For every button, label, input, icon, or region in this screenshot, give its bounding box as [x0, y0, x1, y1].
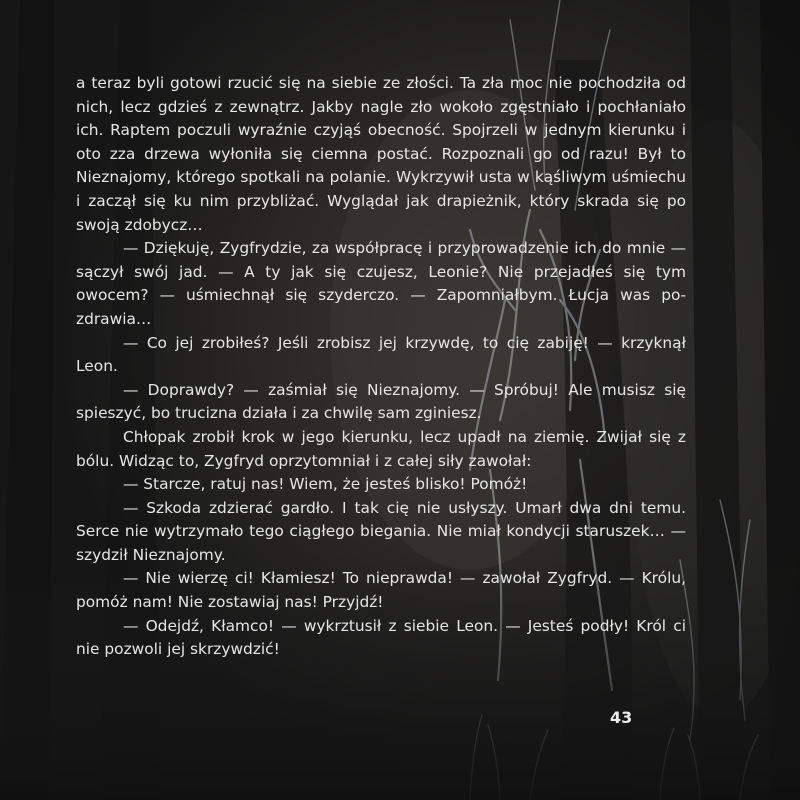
paragraph: a teraz byli gotowi rzucić się na siebie ze złości. Ta zła moc nie pochodziła od nich, lecz gdzieś z zewnątrz. Jakby nagle zło wokoło zgęstniało i pochłaniało ich. Raptem poczuli wyraźnie czyjąś obecność. Spojrzeli w jednym kierunku i oto zza drzewa wyłoniła się ciemna postać. Rozpoznali go od razu! Był to Nieznajomy, którego spotkali na polanie. Wykrzywił usta w kąśliwym uśmiechu i zaczął się ku nim przybliżać. Wyglądał jak drapieżnik, który skrada się po swoją zdobycz… [76, 74, 686, 234]
paragraph: — Nie wierzę ci! Kłamiesz! To nieprawda! — zawołał Zygfryd. — Królu, pomóż nam! Nie zostawiaj nas! Przyjdź! [76, 569, 686, 612]
page-number: 43 [610, 708, 633, 727]
story-text-block [76, 72, 686, 662]
paragraph: Chłopak zrobił krok w jego kierunku, lecz upadł na ziemię. Zwijał się z bólu. Widząc to, Zygfryd oprzytomniał i z całej siły zawołał: [76, 427, 686, 470]
paragraph: — Szkoda zdzierać gardło. I tak cię nie usłyszy. Umarł dwa dni temu. Serce nie wytrzymało tego ciągłego biegania. Nie miał kondycji staruszek… — szydził Nieznajomy. [76, 498, 686, 564]
paragraph: — Dziękuję, Zygfrydzie, za współpracę i przyprowadzenie ich do mnie — sączył swój jad. — A ty jak się czujesz, Leonie? Nie przejadłeś się tym owocem? — uśmiechnął się szyderczo. — Zapomniałbym. Łucja was pozdrawia… [76, 239, 686, 328]
paragraph: — Odejdź, Kłamco! — wykrztusił z siebie Leon. — Jesteś podły! Król ci nie pozwoli jej skrzywdzić! [76, 616, 686, 659]
paragraph: — Doprawdy? — zaśmiał się Nieznajomy. — Spróbuj! Ale musisz się spieszyć, bo trucizna działa i za chwilę sam zginiesz. [76, 380, 686, 423]
paragraph: — Starcze, ratuj nas! Wiem, że jesteś blisko! Pomóż! [123, 475, 528, 494]
paragraph: — Co jej zrobiłeś? Jeśli zrobisz jej krzywdę, to cię zabiję! — krzyknął Leon. [76, 333, 686, 376]
